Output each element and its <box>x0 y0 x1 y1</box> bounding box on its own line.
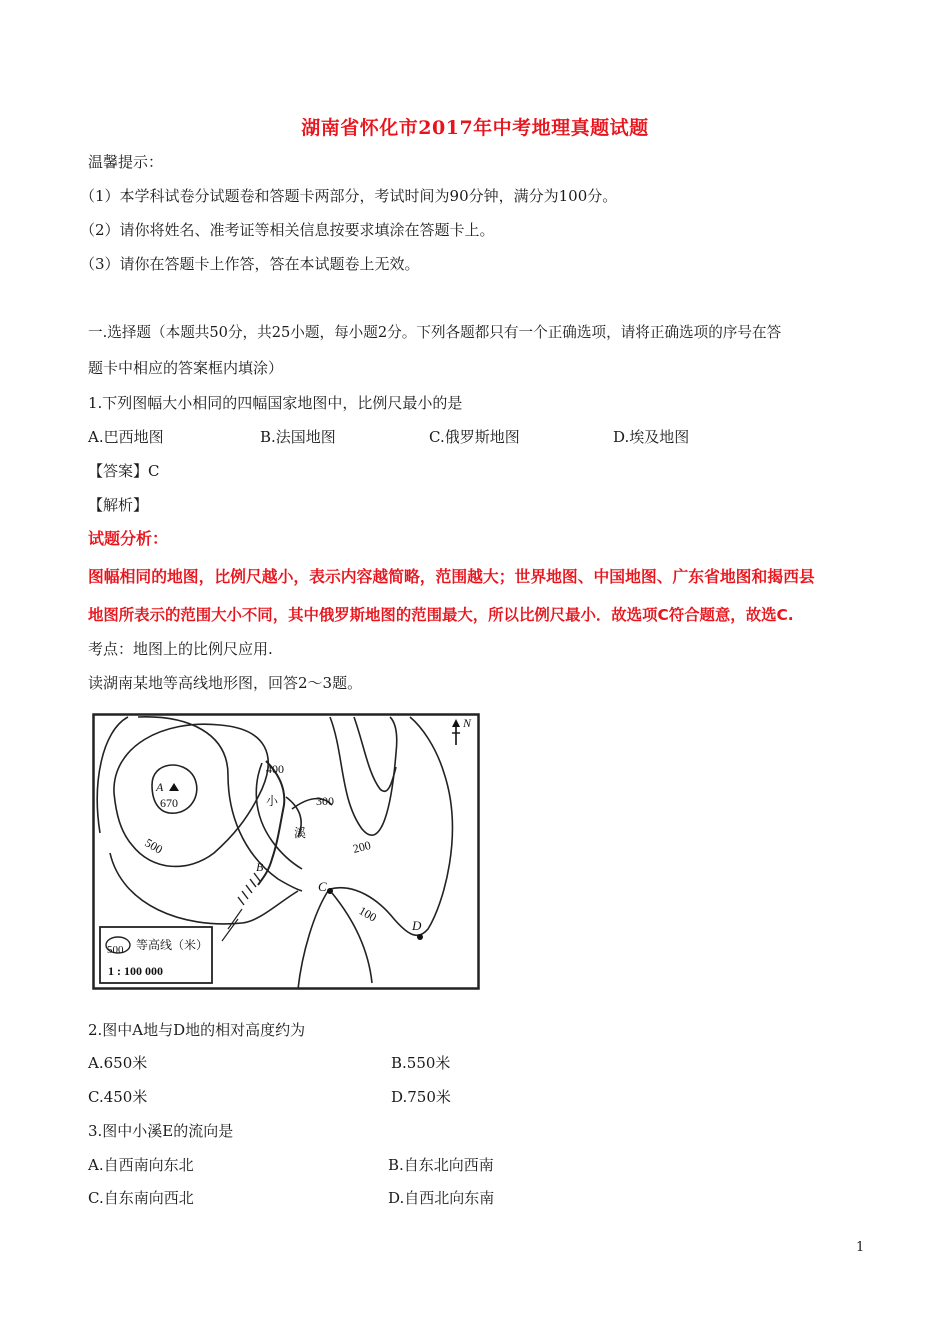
tip-item-1: （1）本学科试卷分试题卷和答题卡两部分，考试时间为90分钟，满分为100分。 <box>80 187 618 205</box>
legend-contour-value: 500 <box>107 944 124 956</box>
contour-label-500: 500 <box>142 835 166 857</box>
question-3-option-c: C.自东南向西北 <box>88 1189 194 1207</box>
contour-map <box>92 713 480 990</box>
analysis-heading: 试题分析： <box>88 529 169 548</box>
point-d-label: D <box>412 918 422 933</box>
contour-label-200: 200 <box>351 837 373 856</box>
point-c-marker <box>327 888 333 894</box>
contour-label-100: 100 <box>356 903 380 925</box>
question-2-stem: 2.图中A地与D地的相对高度约为 <box>88 1021 306 1039</box>
point-c-label: C <box>318 879 327 894</box>
question-3-stem: 3.图中小溪E的流向是 <box>88 1122 234 1140</box>
questions-2-3-intro: 读湖南某地等高线地形图，回答2～3题。 <box>88 674 363 692</box>
map-legend <box>100 927 212 983</box>
point-b-label: B <box>256 860 264 874</box>
question-2-option-b: B.550米 <box>391 1054 451 1072</box>
contour-label-400: 400 <box>266 762 284 776</box>
question-3-option-b: B.自东北向西南 <box>388 1156 494 1174</box>
kaodian-note: 考点：地图上的比例尺应用. <box>88 640 273 658</box>
north-label: N <box>463 716 472 730</box>
section-heading-line2: 题卡中相应的答案框内填涂） <box>88 359 284 377</box>
question-1-option-a: A.巴西地图 <box>88 428 164 446</box>
question-2-option-a: A.650米 <box>88 1054 148 1072</box>
page-title: 湖南省怀化市2017年中考地理真题试题 <box>301 117 649 139</box>
legend-contour-text: 等高线（米） <box>136 938 209 952</box>
section-heading-line1: 一.选择题（本题共50分，共25小题，每小题2分。下列各题都只有一个正确选项，请将正确选项的序号在答 <box>88 324 782 341</box>
tip-item-2: （2）请你将姓名、准考证等相关信息按要求填涂在答题卡上。 <box>80 221 495 239</box>
page-number: 1 <box>856 1240 865 1255</box>
question-2-option-d: D.750米 <box>391 1088 451 1106</box>
question-1-analysis-label: 【解析】 <box>88 496 149 514</box>
question-1-stem: 1.下列图幅大小相同的四幅国家地图中，比例尺最小的是 <box>88 394 463 412</box>
question-3-option-a: A.自西南向东北 <box>88 1156 194 1174</box>
tips-heading: 温馨提示： <box>88 153 164 171</box>
point-d-marker <box>417 934 423 940</box>
contour-map-svg <box>92 713 480 990</box>
question-1-option-b: B.法国地图 <box>260 428 336 446</box>
question-1-option-c: C.俄罗斯地图 <box>429 428 520 446</box>
legend-scale: 1 : 100 000 <box>108 964 163 978</box>
contour-label-300: 300 <box>316 794 334 808</box>
question-3-option-d: D.自西北向东南 <box>388 1189 495 1207</box>
analysis-text-line1: 图幅相同的地图，比例尺越小，表示内容越简略，范围越大；世界地图、中国地图、广东省地图和揭西县 <box>88 567 815 586</box>
peak-label: A <box>156 780 164 794</box>
question-1-answer: 【答案】C <box>88 462 160 480</box>
analysis-text-line2: 地图所表示的范围大小不同，其中俄罗斯地图的范围最大，所以比例尺最小．故选项C符合题意，故选C. <box>88 606 794 624</box>
tip-item-3: （3）请你在答题卡上作答，答在本试题卷上无效。 <box>80 255 420 273</box>
stream-char-2: 溪 <box>294 826 307 840</box>
stream-char-1: 小 <box>266 794 279 808</box>
peak-elevation: 670 <box>160 796 178 810</box>
question-1-option-d: D.埃及地图 <box>613 428 690 446</box>
question-2-option-c: C.450米 <box>88 1088 148 1106</box>
